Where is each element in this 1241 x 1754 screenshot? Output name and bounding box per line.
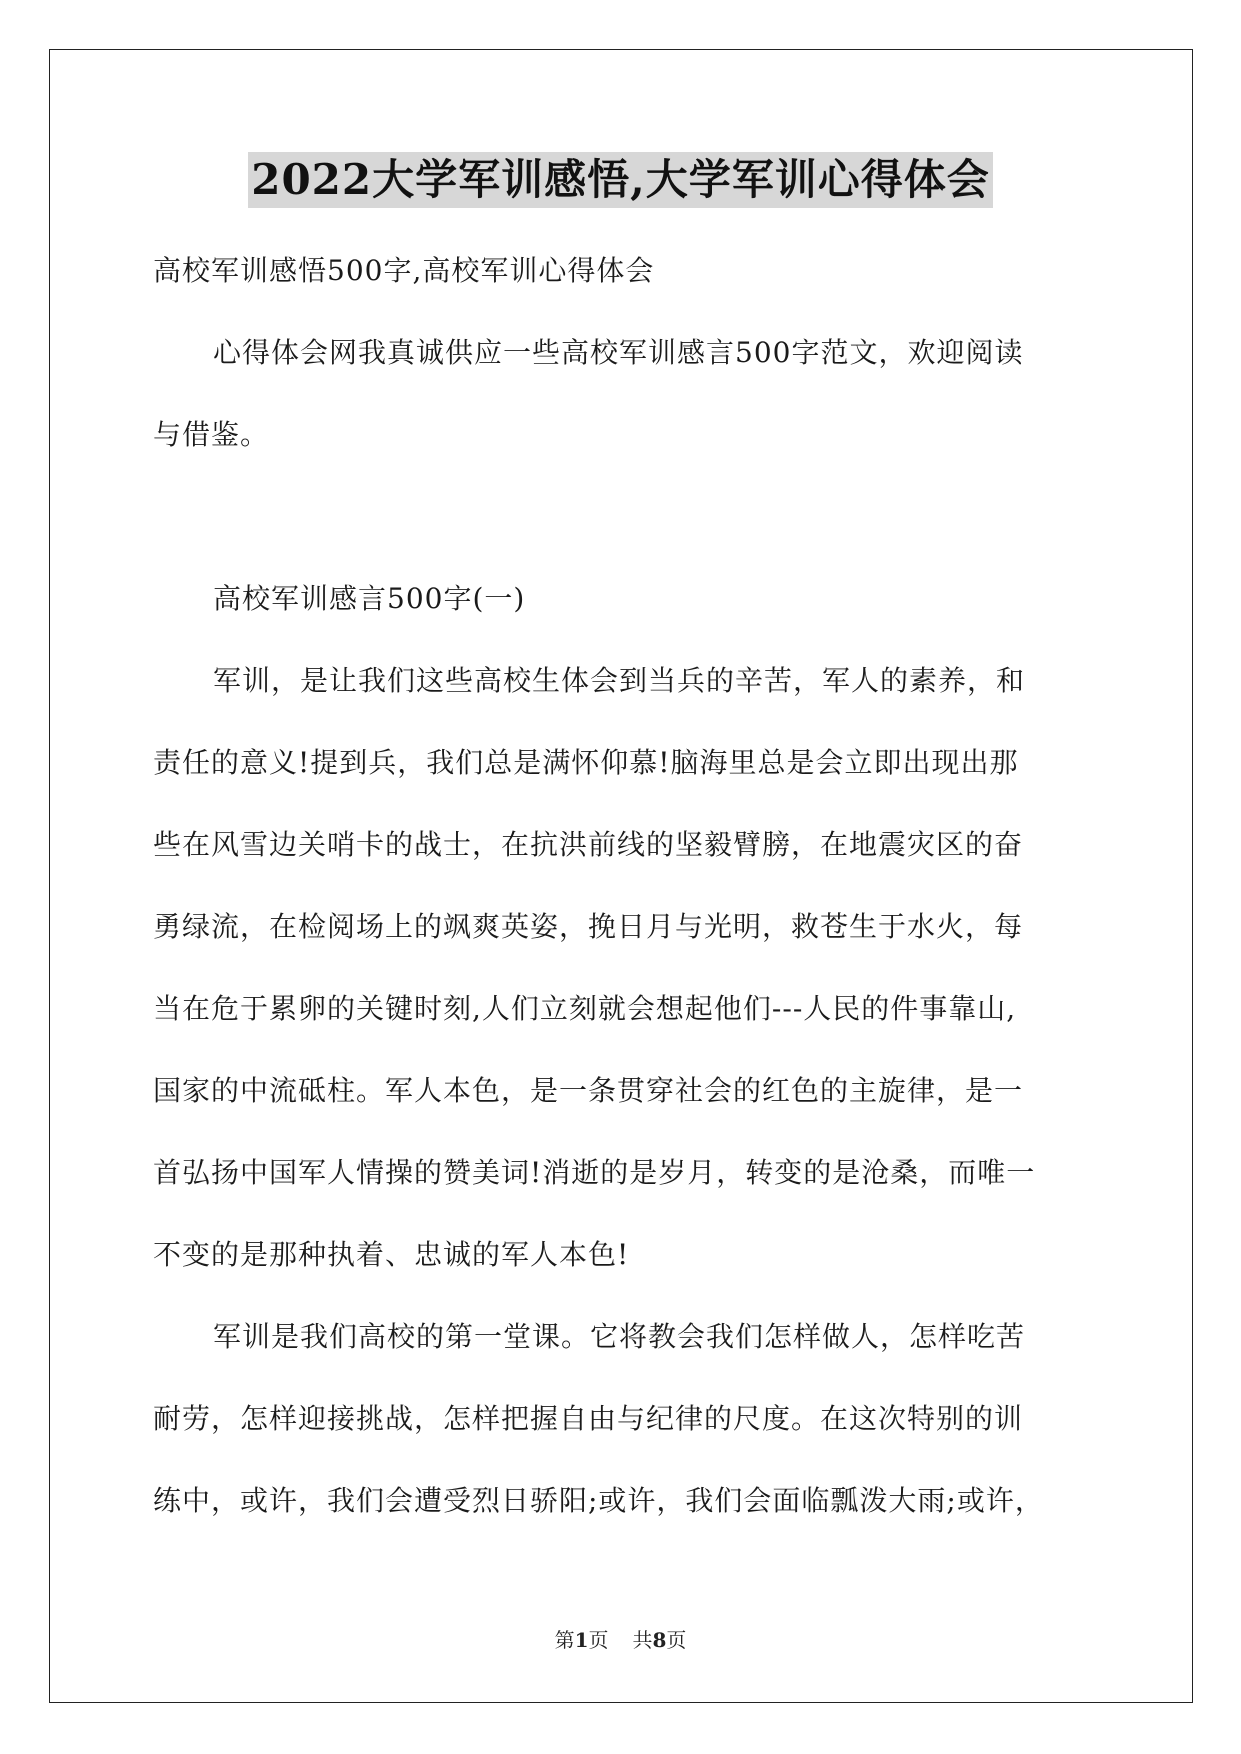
page-footer	[0, 1625, 1241, 1655]
paragraph-1-line-8: 不变的是那种执着、忠诚的军人本色!	[153, 1238, 630, 1271]
document-body	[153, 230, 1093, 1542]
title-container	[0, 152, 1241, 208]
total-suffix: 页	[666, 1628, 687, 1652]
page-suffix: 页	[588, 1628, 609, 1652]
paragraph-2-line-1: 军训是我们高校的第一堂课。它将教会我们怎样做人，怎样吃苦	[213, 1320, 1026, 1353]
paragraph-1-line-3: 些在风雪边关哨卡的战士，在抗洪前线的坚毅臂膀，在地震灾区的奋	[153, 828, 1024, 861]
intro-line-2: 与借鉴。	[153, 418, 270, 451]
total-page-count: 8	[652, 1628, 667, 1652]
paragraph-1-line-1: 军训，是让我们这些高校生体会到当兵的辛苦，军人的素养，和	[213, 664, 1026, 697]
paragraph-1-line-4: 勇绿流，在检阅场上的飒爽英姿，挽日月与光明，救苍生于水火，每	[153, 910, 1024, 943]
intro-line-1: 心得体会网我真诚供应一些高校军训感言500字范文，欢迎阅读	[213, 336, 1024, 369]
paragraph-2-line-3: 练中，或许，我们会遭受烈日骄阳;或许，我们会面临瓢泼大雨;或许，	[153, 1484, 1044, 1517]
paragraph-2-line-2: 耐劳，怎样迎接挑战，怎样把握自由与纪律的尺度。在这次特别的训	[153, 1402, 1024, 1435]
total-prefix: 共	[632, 1628, 653, 1652]
paragraph-1-line-2: 责任的意义!提到兵，我们总是满怀仰慕!脑海里总是会立即出现出那	[153, 746, 1019, 779]
current-page-number: 1	[574, 1628, 589, 1652]
paragraph-1-line-5: 当在危于累卵的关键时刻,人们立刻就会想起他们---人民的件事靠山,	[153, 992, 1017, 1025]
section-heading: 高校军训感言500字(一)	[213, 582, 526, 615]
paragraph-1-line-7: 首弘扬中国军人情操的赞美词!消逝的是岁月，转变的是沧桑，而唯一	[153, 1156, 1036, 1189]
subtitle-line: 高校军训感悟500字,高校军训心得体会	[153, 254, 655, 287]
paragraph-1-line-6: 国家的中流砥柱。军人本色，是一条贯穿社会的红色的主旋律，是一	[153, 1074, 1024, 1107]
document-title: 2022大学军训感悟,大学军训心得体会	[248, 152, 993, 208]
page-prefix: 第	[554, 1628, 575, 1652]
paragraph-gap	[153, 476, 1093, 558]
